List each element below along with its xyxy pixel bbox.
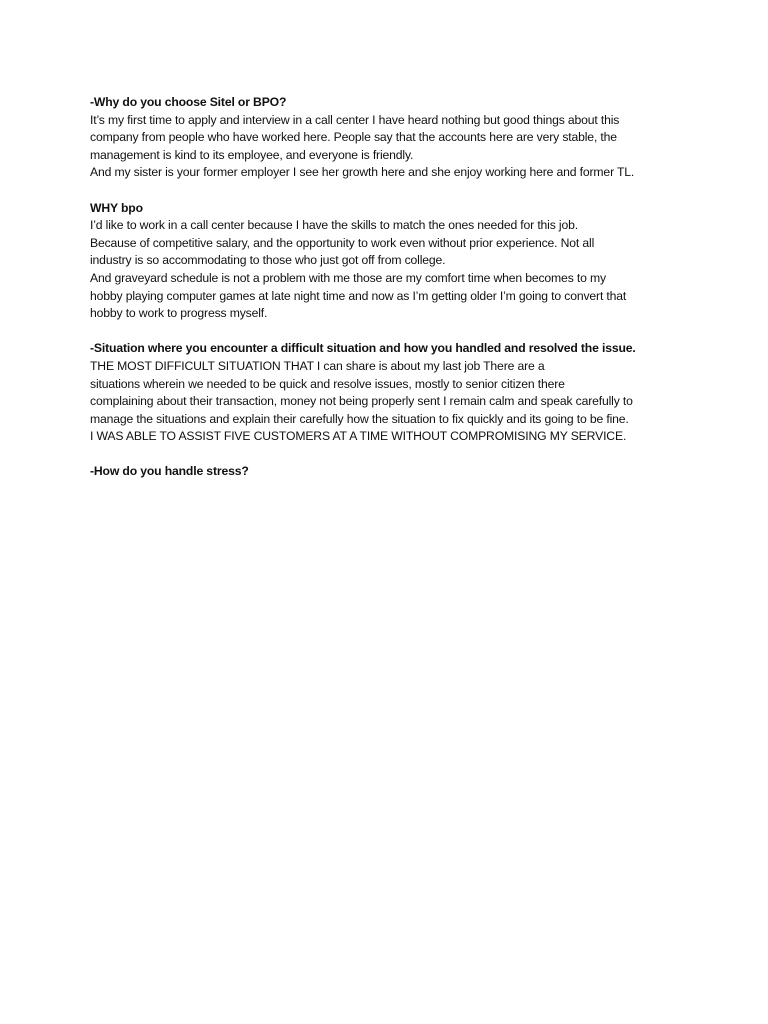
paragraph-line: company from people who have worked here. People say that the accounts here are very stable, the (90, 130, 617, 145)
paragraph-line: And graveyard schedule is not a problem with me those are my comfort time when becomes to my (90, 270, 606, 285)
paragraph-gap (90, 182, 690, 200)
paragraph-line: THE MOST DIFFICULT SITUATION THAT I can share is about my last job There are a (90, 358, 545, 373)
document-body (90, 94, 690, 481)
paragraph-line: industry is so accommodating to those who just got off from college. (90, 253, 446, 268)
paragraph-line: Because of competitive salary, and the opportunity to work even without prior experience. Not all (90, 235, 595, 250)
section-heading-why-sitel: -Why do you choose Sitel or BPO? (90, 95, 287, 109)
paragraph-line: I’d like to work in a call center because I have the skills to match the ones needed for this job. (90, 218, 578, 233)
paragraph-line: hobby playing computer games at late night time and now as I’m getting older I’m going to convert that (90, 288, 627, 303)
paragraph-line: manage the situations and explain their carefully how the situation to fix quickly and its going to be fine. (90, 411, 629, 426)
paragraph-line: And my sister is your former employer I see her growth here and she enjoy working here and former TL. (90, 165, 635, 180)
paragraph-line: management is kind to its employee, and everyone is friendly. (90, 147, 414, 162)
paragraph-line: hobby to work to progress myself. (90, 306, 268, 321)
section-heading-handle-stress: -How do you handle stress? (90, 464, 249, 479)
paragraph-line: I WAS ABLE TO ASSIST FIVE CUSTOMERS AT A TIME WITHOUT COMPROMISING MY SERVICE. (90, 429, 627, 444)
paragraph-line: situations wherein we needed to be quick and resolve issues, mostly to senior citizen there (90, 376, 565, 391)
paragraph-gap (90, 446, 690, 464)
paragraph-line: It’s my first time to apply and interview in a call center I have heard nothing but good things about this (90, 112, 620, 127)
section-heading-why-bpo: WHY bpo (90, 200, 143, 215)
paragraph-line: complaining about their transaction, money not being properly sent I remain calm and speak carefully to (90, 394, 633, 409)
section-heading-difficult-situation: -Situation where you encounter a difficult situation and how you handled and resolved the issue. (90, 341, 636, 356)
paragraph-gap (90, 323, 690, 341)
